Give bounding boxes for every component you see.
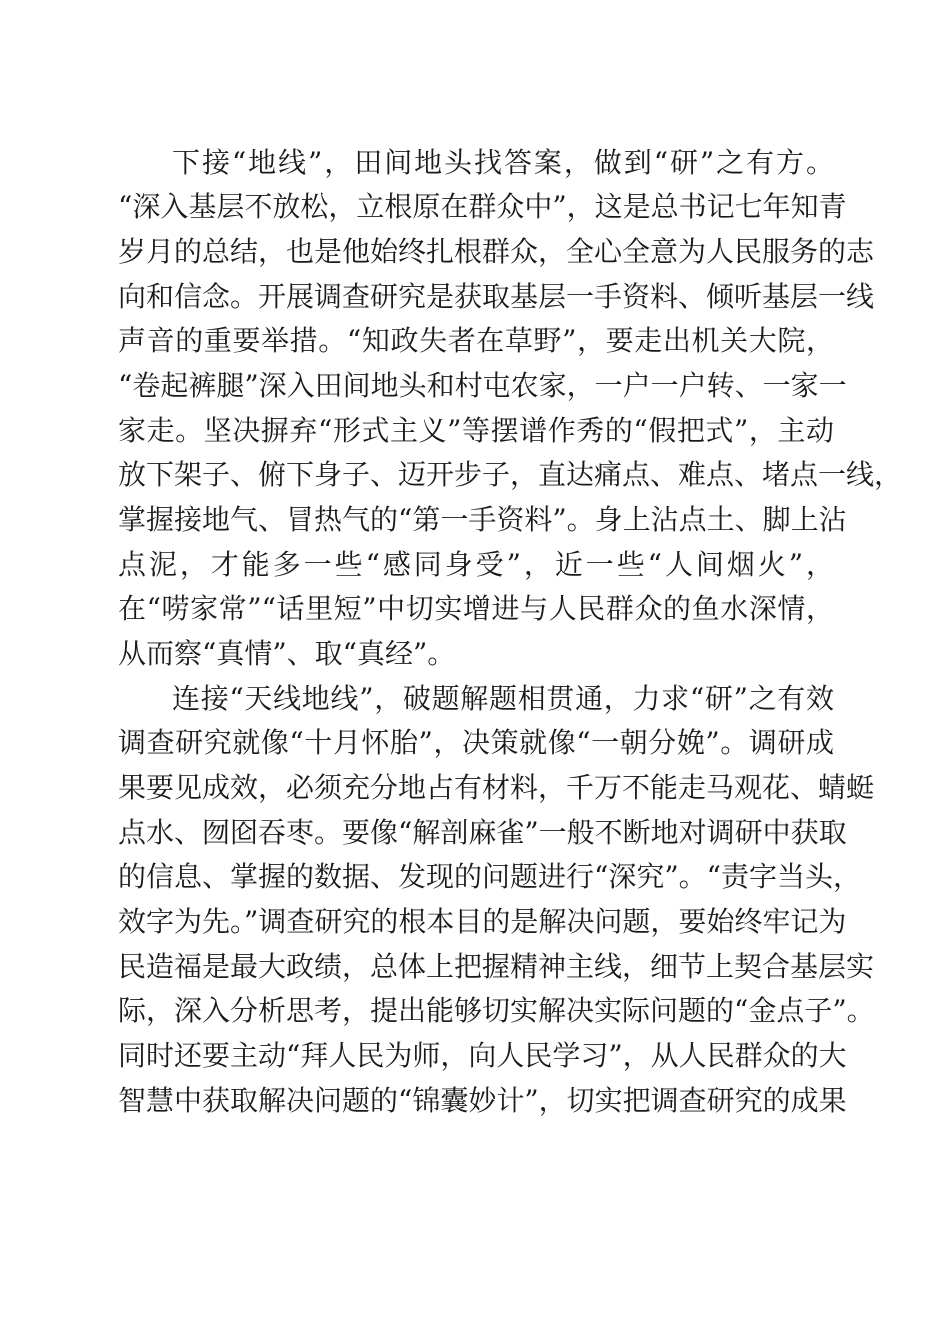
paragraph-line: 调查研究就像“十月怀胎”，决策就像“一朝分娩”。调研成 bbox=[118, 726, 834, 759]
paragraph-line: 岁月的总结，也是他始终扎根群众，全心全意为人民服务的志 bbox=[118, 235, 875, 268]
paragraph-line: 家走。坚决摒弃“形式主义”等摆谱作秀的“假把式”，主动 bbox=[118, 414, 834, 447]
paragraph-line: 效字为先。”调查研究的根本目的是解决问题，要始终牢记为 bbox=[118, 905, 847, 938]
paragraph-line: 点水、囫囵吞枣。要像“解剖麻雀”一般不断地对调研中获取 bbox=[118, 816, 847, 849]
paragraph-line: 放下架子、俯下身子、迈开步子，直达痛点、难点、堵点一线， bbox=[118, 458, 903, 491]
paragraph-line: 向和信念。开展调查研究是获取基层一手资料、倾听基层一线 bbox=[118, 280, 875, 313]
paragraph-line: “卷起裤腿”深入田间地头和村屯农家，一户一户转、一家一 bbox=[118, 369, 847, 402]
paragraph-line: 下接“地线”，田间地头找答案，做到“研”之有方。 bbox=[172, 146, 834, 179]
paragraph-line: 从而察“真情”、取“真经”。 bbox=[118, 637, 456, 670]
paragraph-line: 际，深入分析思考，提出能够切实解决实际问题的“金点子”。 bbox=[118, 994, 875, 1027]
paragraph-line: 掌握接地气、冒热气的“第一手资料”。身上沾点土、脚上沾 bbox=[118, 503, 847, 536]
paragraph-line: 智慧中获取解决问题的“锦囊妙计”，切实把调查研究的成果 bbox=[118, 1084, 847, 1117]
paragraph-line: 声音的重要举措。“知政失者在草野”，要走出机关大院， bbox=[118, 324, 834, 357]
paragraph-line: 点泥，才能多一些“感同身受”，近一些“人间烟火”， bbox=[118, 548, 834, 581]
paragraph-line: 同时还要主动“拜人民为师，向人民学习”，从人民群众的大 bbox=[118, 1039, 847, 1072]
paragraph-line: “深入基层不放松，立根原在群众中”，这是总书记七年知青 bbox=[118, 190, 847, 223]
paragraph-line: 民造福是最大政绩，总体上把握精神主线，细节上契合基层实 bbox=[118, 950, 875, 983]
paragraph-line: 果要见成效，必须充分地占有材料，千万不能走马观花、蜻蜓 bbox=[118, 771, 875, 804]
paragraph-line: 的信息、掌握的数据、发现的问题进行“深究”。“责字当头， bbox=[118, 860, 861, 893]
paragraph-line: 连接“天线地线”，破题解题相贯通，力求“研”之有效 bbox=[172, 682, 834, 715]
paragraph-line: 在“唠家常”“话里短”中切实增进与人民群众的鱼水深情， bbox=[118, 592, 834, 625]
